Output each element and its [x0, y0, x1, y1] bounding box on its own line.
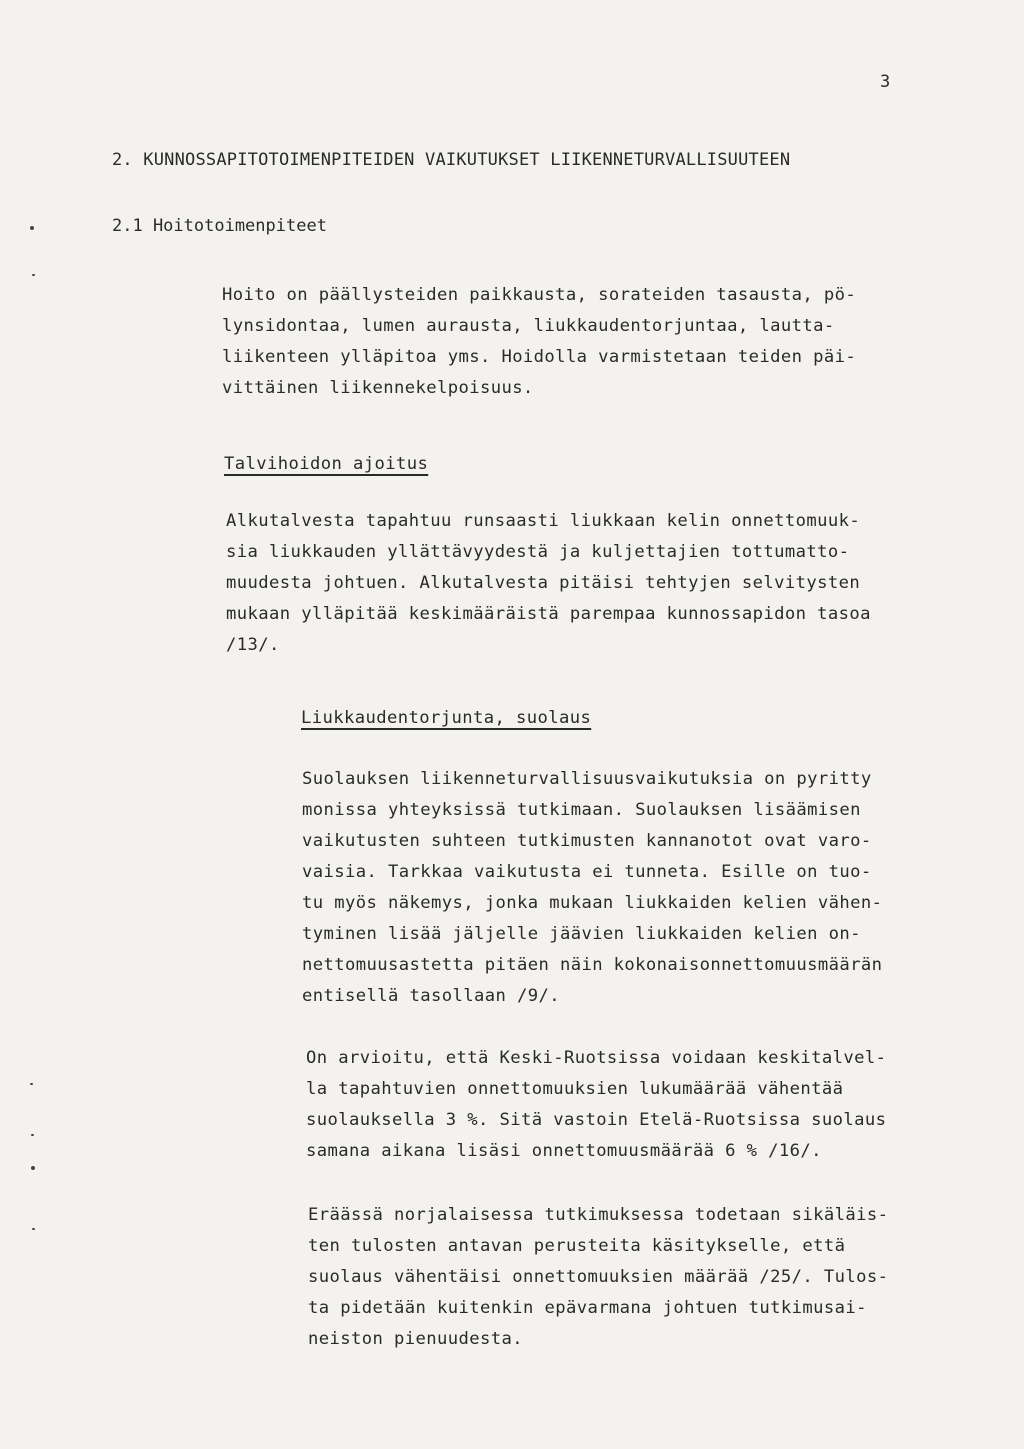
- text-line: suolaus vähentäisi onnettomuuksien määrää /25/. Tulos-: [308, 1267, 889, 1287]
- paragraph-talvihoito: [226, 506, 871, 661]
- text-line: entisellä tasollaan /9/.: [302, 986, 560, 1006]
- scan-speck: [31, 1134, 34, 1136]
- text-line: lynsidontaa, lumen aurausta, liukkaudentorjuntaa, lautta-: [222, 316, 835, 336]
- text-line: sia liukkauden yllättävyydestä ja kuljettajien tottumatto-: [226, 542, 850, 562]
- text-line: tu myös näkemys, jonka mukaan liukkaiden kelien vähen-: [302, 893, 883, 913]
- text-line: nettomuusastetta pitäen näin kokonaisonnettomuusmäärän: [302, 955, 883, 975]
- text-line: Suolauksen liikenneturvallisuusvaikutuksia on pyritty: [302, 769, 872, 789]
- text-line: suolauksella 3 %. Sitä vastoin Etelä-Ruotsissa suolaus: [306, 1110, 887, 1130]
- text-line: mukaan ylläpitää keskimääräistä parempaa kunnossapidon tasoa: [226, 604, 871, 624]
- text-line: neiston pienuudesta.: [308, 1329, 523, 1349]
- scan-speck: [32, 274, 35, 276]
- text-line: vittäinen liikennekelpoisuus.: [222, 378, 534, 398]
- text-line: vaisia. Tarkkaa vaikutusta ei tunneta. Esille on tuo-: [302, 862, 872, 882]
- subtitle-talvihoito: Talvihoidon ajoitus: [224, 454, 429, 474]
- subtitle-liukkaudentorjunta: Liukkaudentorjunta, suolaus: [301, 708, 592, 728]
- paragraph-hoito: [222, 280, 856, 404]
- scan-speck: [31, 1166, 35, 1170]
- text-line: ta pidetään kuitenkin epävarmana johtuen tutkimusai-: [308, 1298, 867, 1318]
- text-line: samana aikana lisäsi onnettomuusmäärää 6 % /16/.: [306, 1141, 822, 1161]
- section-heading: 2. KUNNOSSAPITOTOIMENPITEIDEN VAIKUTUKSET LIIKENNETURVALLISUUTEEN: [112, 150, 791, 170]
- scan-speck: [30, 226, 34, 230]
- text-line: vaikutusten suhteen tutkimusten kannanotot ovat varo-: [302, 831, 872, 851]
- paragraph-suolaus-1: [302, 764, 882, 1012]
- text-line: muudesta johtuen. Alkutalvesta pitäisi tehtyjen selvitysten: [226, 573, 861, 593]
- paragraph-suolaus-3: [308, 1200, 888, 1355]
- text-line: ten tulosten antavan perusteita käsitykselle, että: [308, 1236, 846, 1256]
- text-line: tyminen lisää jäljelle jäävien liukkaiden kelien on-: [302, 924, 861, 944]
- text-line: la tapahtuvien onnettomuuksien lukumäärää vähentää: [306, 1079, 844, 1099]
- subsection-heading: 2.1 Hoitotoimenpiteet: [112, 216, 327, 236]
- text-line: On arvioitu, että Keski-Ruotsissa voidaan keskitalvel-: [306, 1048, 887, 1068]
- page-number: 3: [880, 72, 891, 92]
- text-line: Eräässä norjalaisessa tutkimuksessa todetaan sikäläis-: [308, 1205, 889, 1225]
- scan-speck: [30, 1083, 33, 1085]
- paragraph-suolaus-2: [306, 1043, 886, 1167]
- text-line: /13/.: [226, 635, 280, 655]
- scan-speck: [32, 1228, 35, 1230]
- text-line: monissa yhteyksissä tutkimaan. Suolauksen lisäämisen: [302, 800, 861, 820]
- text-line: Alkutalvesta tapahtuu runsaasti liukkaan kelin onnettomuuk-: [226, 511, 861, 531]
- text-line: liikenteen ylläpitoa yms. Hoidolla varmistetaan teiden päi-: [222, 347, 857, 367]
- text-line: Hoito on päällysteiden paikkausta, sorateiden tasausta, pö-: [222, 285, 857, 305]
